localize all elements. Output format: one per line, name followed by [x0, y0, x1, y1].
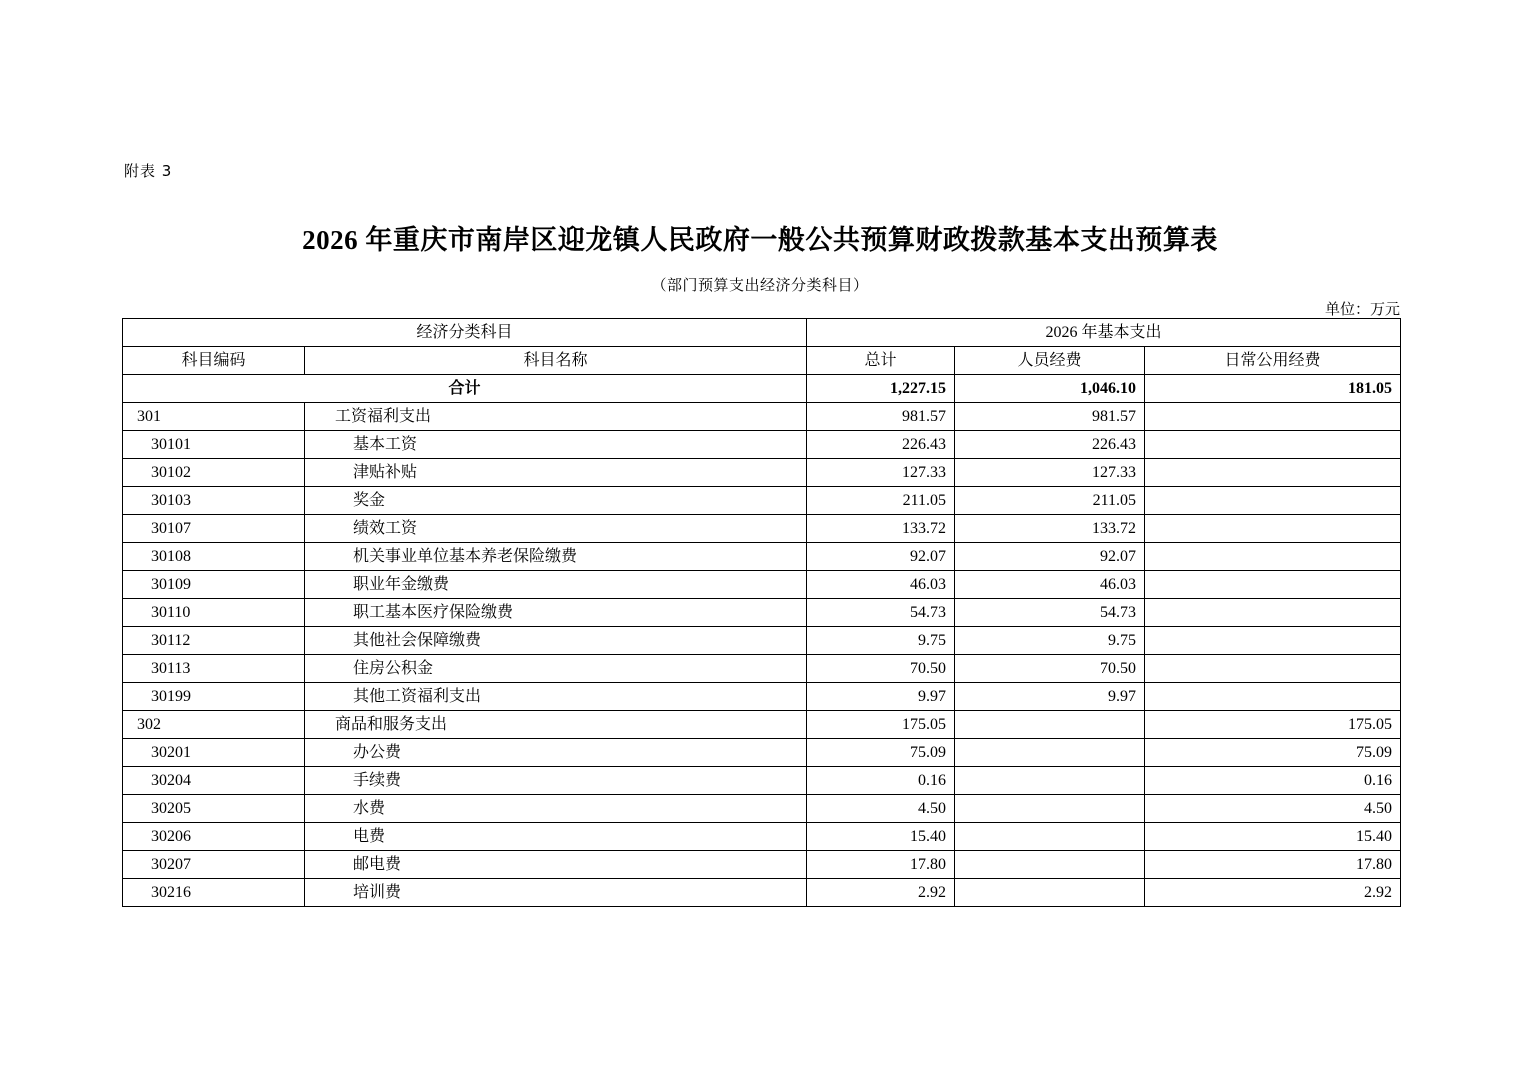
row-total: 9.97 — [807, 683, 955, 711]
row-total: 211.05 — [807, 487, 955, 515]
table-row-total — [123, 375, 1401, 403]
budget-table — [122, 318, 1401, 907]
row-personnel — [955, 739, 1145, 767]
row-total: 15.40 — [807, 823, 955, 851]
row-code: 30102 — [123, 459, 305, 487]
row-name: 职业年金缴费 — [305, 571, 807, 599]
attachment-tag: 附表 3 — [124, 162, 173, 180]
row-code: 30103 — [123, 487, 305, 515]
row-total: 981.57 — [807, 403, 955, 431]
column-header-total: 总计 — [807, 347, 955, 375]
row-personnel — [955, 767, 1145, 795]
column-header-name: 科目名称 — [305, 347, 807, 375]
row-personnel: 981.57 — [955, 403, 1145, 431]
row-daily — [1145, 655, 1401, 683]
row-total: 46.03 — [807, 571, 955, 599]
table-row — [123, 655, 1401, 683]
row-total: 127.33 — [807, 459, 955, 487]
row-code: 302 — [123, 711, 305, 739]
table-row — [123, 599, 1401, 627]
row-name: 办公费 — [305, 739, 807, 767]
row-total: 133.72 — [807, 515, 955, 543]
row-code: 30109 — [123, 571, 305, 599]
row-personnel: 127.33 — [955, 459, 1145, 487]
row-code: 30201 — [123, 739, 305, 767]
row-personnel — [955, 879, 1145, 907]
table-group-header-row — [123, 319, 1401, 347]
row-personnel: 46.03 — [955, 571, 1145, 599]
table-column-header-row — [123, 347, 1401, 375]
row-daily — [1145, 515, 1401, 543]
row-name: 津贴补贴 — [305, 459, 807, 487]
row-name: 邮电费 — [305, 851, 807, 879]
page-subtitle: （部门预算支出经济分类科目） — [651, 276, 869, 294]
table-row — [123, 403, 1401, 431]
row-total: 175.05 — [807, 711, 955, 739]
row-personnel: 9.97 — [955, 683, 1145, 711]
row-code: 301 — [123, 403, 305, 431]
table-row — [123, 683, 1401, 711]
row-personnel — [955, 711, 1145, 739]
table-head — [123, 319, 1401, 375]
row-total: 75.09 — [807, 739, 955, 767]
column-header-daily: 日常公用经费 — [1145, 347, 1401, 375]
row-code: 30207 — [123, 851, 305, 879]
table-row — [123, 487, 1401, 515]
row-daily — [1145, 459, 1401, 487]
group-header-basic-expenditure: 2026 年基本支出 — [807, 319, 1401, 347]
row-daily: 0.16 — [1145, 767, 1401, 795]
table-row — [123, 879, 1401, 907]
table-body — [123, 375, 1401, 907]
row-code: 30110 — [123, 599, 305, 627]
row-code: 30108 — [123, 543, 305, 571]
row-total: 17.80 — [807, 851, 955, 879]
row-name: 机关事业单位基本养老保险缴费 — [305, 543, 807, 571]
row-code: 30204 — [123, 767, 305, 795]
total-label: 合计 — [123, 375, 807, 403]
row-name: 手续费 — [305, 767, 807, 795]
table-row — [123, 767, 1401, 795]
row-code: 30112 — [123, 627, 305, 655]
row-total: 226.43 — [807, 431, 955, 459]
table-row — [123, 851, 1401, 879]
row-daily: 17.80 — [1145, 851, 1401, 879]
table-row — [123, 543, 1401, 571]
row-total: 2.92 — [807, 879, 955, 907]
row-name: 工资福利支出 — [305, 403, 807, 431]
row-personnel: 70.50 — [955, 655, 1145, 683]
row-name: 职工基本医疗保险缴费 — [305, 599, 807, 627]
row-personnel — [955, 851, 1145, 879]
row-personnel: 54.73 — [955, 599, 1145, 627]
row-daily — [1145, 627, 1401, 655]
row-personnel: 92.07 — [955, 543, 1145, 571]
row-daily — [1145, 571, 1401, 599]
row-name: 其他工资福利支出 — [305, 683, 807, 711]
table-row — [123, 515, 1401, 543]
row-total: 9.75 — [807, 627, 955, 655]
row-name: 基本工资 — [305, 431, 807, 459]
table-row — [123, 459, 1401, 487]
row-personnel: 133.72 — [955, 515, 1145, 543]
row-daily: 4.50 — [1145, 795, 1401, 823]
table-row — [123, 571, 1401, 599]
row-code: 30113 — [123, 655, 305, 683]
row-total: 0.16 — [807, 767, 955, 795]
row-name: 水费 — [305, 795, 807, 823]
row-daily: 15.40 — [1145, 823, 1401, 851]
row-total: 4.50 — [807, 795, 955, 823]
row-name: 商品和服务支出 — [305, 711, 807, 739]
row-name: 培训费 — [305, 879, 807, 907]
column-header-personnel: 人员经费 — [955, 347, 1145, 375]
row-daily — [1145, 683, 1401, 711]
table-row — [123, 627, 1401, 655]
page-title: 2026 年重庆市南岸区迎龙镇人民政府一般公共预算财政拨款基本支出预算表 — [302, 225, 1218, 255]
row-daily — [1145, 403, 1401, 431]
table-row — [123, 739, 1401, 767]
row-code: 30107 — [123, 515, 305, 543]
group-header-economic-category: 经济分类科目 — [123, 319, 807, 347]
row-code: 30199 — [123, 683, 305, 711]
row-name: 奖金 — [305, 487, 807, 515]
row-total: 70.50 — [807, 655, 955, 683]
row-name: 绩效工资 — [305, 515, 807, 543]
row-code: 30205 — [123, 795, 305, 823]
total-total: 1,227.15 — [807, 375, 955, 403]
row-personnel: 9.75 — [955, 627, 1145, 655]
row-total: 92.07 — [807, 543, 955, 571]
row-name: 电费 — [305, 823, 807, 851]
row-personnel — [955, 795, 1145, 823]
table-row — [123, 711, 1401, 739]
row-daily — [1145, 487, 1401, 515]
row-daily — [1145, 599, 1401, 627]
row-code: 30101 — [123, 431, 305, 459]
row-daily: 2.92 — [1145, 879, 1401, 907]
table-row — [123, 431, 1401, 459]
row-total: 54.73 — [807, 599, 955, 627]
row-name: 住房公积金 — [305, 655, 807, 683]
table-row — [123, 795, 1401, 823]
row-name: 其他社会保障缴费 — [305, 627, 807, 655]
row-daily: 175.05 — [1145, 711, 1401, 739]
table-row — [123, 823, 1401, 851]
total-daily: 181.05 — [1145, 375, 1401, 403]
row-code: 30216 — [123, 879, 305, 907]
row-daily: 75.09 — [1145, 739, 1401, 767]
row-personnel: 211.05 — [955, 487, 1145, 515]
row-daily — [1145, 543, 1401, 571]
row-personnel: 226.43 — [955, 431, 1145, 459]
unit-note: 单位：万元 — [1324, 300, 1400, 318]
total-personnel: 1,046.10 — [955, 375, 1145, 403]
row-daily — [1145, 431, 1401, 459]
row-code: 30206 — [123, 823, 305, 851]
column-header-code: 科目编码 — [123, 347, 305, 375]
row-personnel — [955, 823, 1145, 851]
